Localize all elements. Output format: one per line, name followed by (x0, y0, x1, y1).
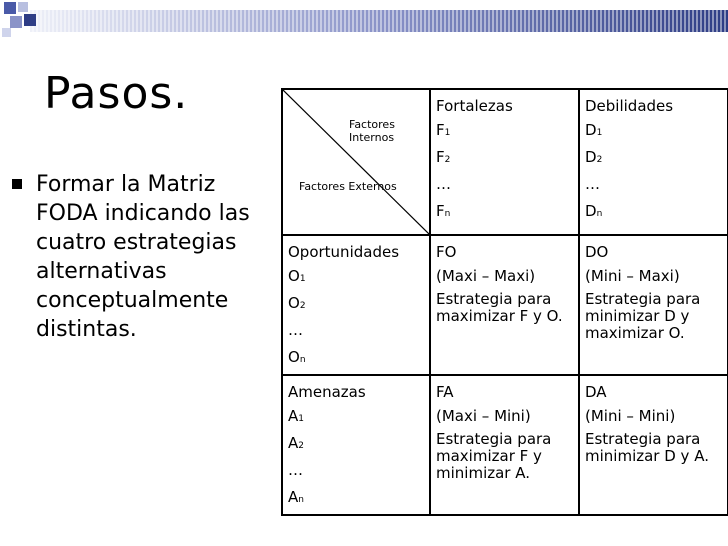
matrix-header-row (282, 89, 728, 235)
header-decoration (0, 0, 728, 40)
row-title: Amenazas (288, 383, 366, 401)
strategy-type: (Maxi – Mini) (436, 407, 531, 425)
strategy-code: FA (436, 383, 454, 401)
matrix-corner-cell (282, 89, 430, 235)
factor-item: D1 (585, 121, 603, 139)
internal-factors-label: Factores Internos (349, 118, 395, 144)
strategy-code: DO (585, 243, 609, 261)
strategy-cell-do (579, 235, 728, 375)
strategy-type: (Mini – Mini) (585, 407, 676, 425)
row-title: Oportunidades (288, 243, 400, 261)
external-factors-label: Factores Externos (299, 180, 397, 193)
factor-item: An (288, 488, 304, 506)
strategy-code: FO (436, 243, 457, 261)
column-title: Fortalezas (436, 97, 513, 115)
strategy-description: Estrategia para minimizar D y maximizar O. (585, 290, 701, 342)
matrix-row-threats (282, 375, 728, 515)
strategy-description: Estrategia para minimizar D y A. (585, 430, 709, 465)
strategy-type: (Mini – Maxi) (585, 267, 680, 285)
column-header-strengths (430, 89, 579, 235)
matrix-row-opportunities (282, 235, 728, 375)
factor-item: A1 (288, 407, 304, 425)
factor-item: … (288, 321, 303, 339)
slide-title: Pasos. (44, 68, 189, 119)
row-header-opportunities (282, 235, 430, 375)
strategy-cell-fa (430, 375, 579, 515)
row-header-threats (282, 375, 430, 515)
strategy-description: Estrategia para maximizar F y minimizar A. (436, 430, 552, 482)
bullet-item (12, 170, 262, 344)
diagonal-divider (283, 90, 429, 234)
factor-item: O2 (288, 294, 306, 312)
factor-item: F2 (436, 148, 451, 166)
factor-item: F1 (436, 121, 451, 139)
factor-item: … (288, 461, 303, 479)
factor-item: On (288, 348, 306, 366)
bullet-square-icon (12, 179, 22, 189)
foda-matrix (281, 88, 728, 516)
factor-item: … (585, 175, 600, 193)
bullet-text: Formar la Matriz FODA indicando las cuatro estrategias alternativas conceptualmente distintas. (36, 172, 250, 342)
strategy-type: (Maxi – Maxi) (436, 267, 536, 285)
strategy-cell-da (579, 375, 728, 515)
strategy-description: Estrategia para maximizar F y O. (436, 290, 563, 325)
factor-item: Fn (436, 202, 451, 220)
column-title: Debilidades (585, 97, 674, 115)
factor-item: D2 (585, 148, 603, 166)
strategy-code: DA (585, 383, 607, 401)
factor-item: Dn (585, 202, 603, 220)
factor-item: A2 (288, 434, 304, 452)
strategy-cell-fo (430, 235, 579, 375)
column-header-weaknesses (579, 89, 728, 235)
factor-item: … (436, 175, 451, 193)
factor-item: O1 (288, 267, 306, 285)
